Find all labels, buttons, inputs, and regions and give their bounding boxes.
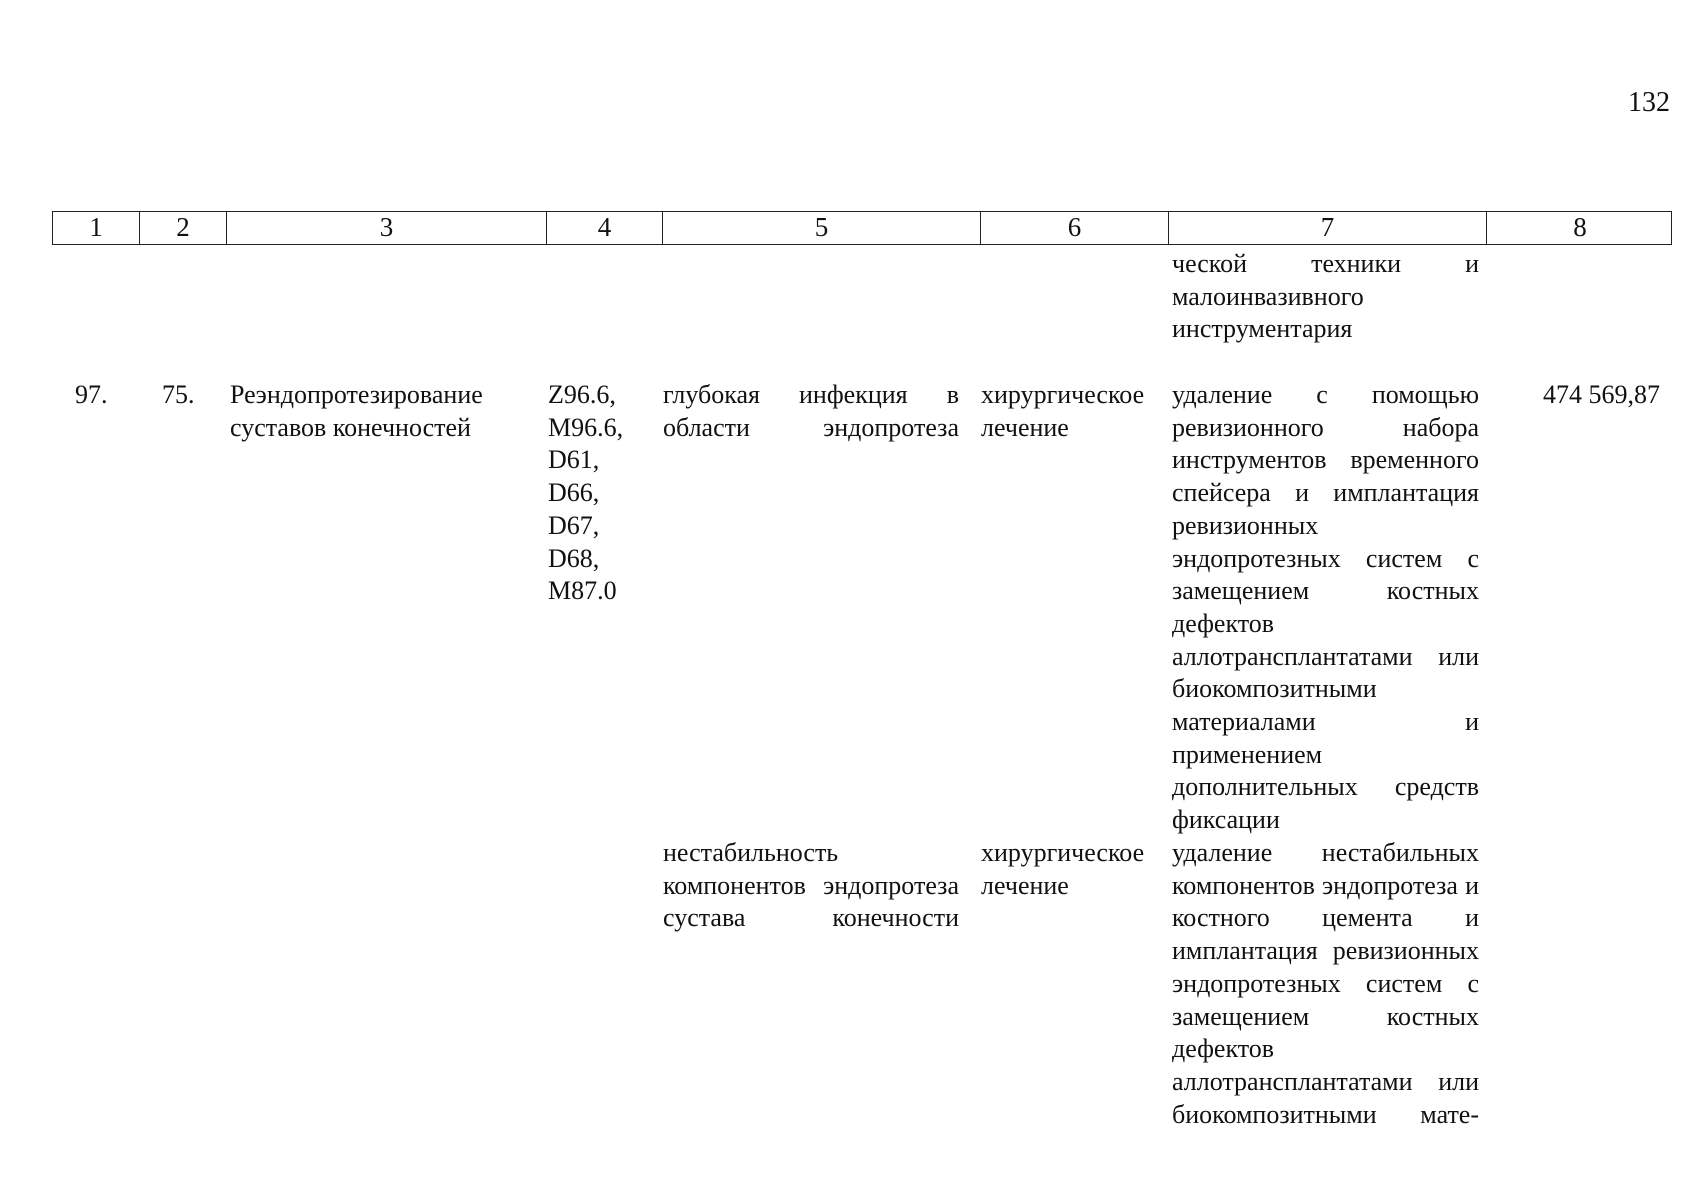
- indication-instability: нестабильность компонентов эндопротеза сустава конечности: [663, 838, 959, 933]
- column-number-5: 5: [662, 212, 980, 244]
- intervention-name: Реэндопротезирование суставов конечностей: [230, 380, 483, 442]
- method-description: удаление с помощью ревизионного набора инструментов временного спейсера и имплантация ревизионных эндопротезных систем с замещением костных дефектов аллотрансплантатами или биокомпозитными материалами и применением дополнительных средств фиксации: [1172, 380, 1479, 835]
- diagnosis-code: D67,: [548, 510, 600, 540]
- row-number: 97.: [75, 380, 108, 409]
- column-number-2: 2: [139, 212, 226, 244]
- column-number-7: 7: [1168, 212, 1486, 244]
- method-continuation: ческой техники и малоинвазивного инструментария: [1172, 249, 1479, 344]
- diagnosis-code: M87.0: [548, 576, 617, 606]
- diagnosis-code: D61,: [548, 445, 600, 475]
- group-number: 75.: [162, 380, 195, 409]
- diagnosis-code: Z96.6,: [548, 380, 616, 409]
- page-number: 132: [1628, 87, 1670, 118]
- diagnosis-code: M96.6,: [548, 412, 624, 442]
- table-header-row: [52, 211, 1672, 245]
- column-number-1: 1: [89, 212, 103, 242]
- diagnosis-codes: [548, 379, 658, 608]
- method-description: удаление нестабильных компонентов эндопротеза и костного цемента и имплантация ревизионных эндопротезных систем с замещением костных дефектов аллотрансплантатами или биокомпозитными мате-: [1172, 838, 1479, 1129]
- column-number-3: 3: [226, 212, 546, 244]
- cost-value: 474 569,87: [1543, 380, 1660, 409]
- indication-infection: глубокая инфекция в области эндопротеза: [663, 380, 959, 442]
- diagnosis-code: D66,: [548, 478, 600, 508]
- diagnosis-code: D68,: [548, 543, 600, 573]
- treatment-type: хирургическое лечение: [981, 838, 1145, 900]
- treatment-type: хирургическое лечение: [981, 380, 1145, 442]
- column-number-4: 4: [546, 212, 662, 244]
- column-number-6: 6: [980, 212, 1168, 244]
- column-number-8: 8: [1486, 212, 1673, 244]
